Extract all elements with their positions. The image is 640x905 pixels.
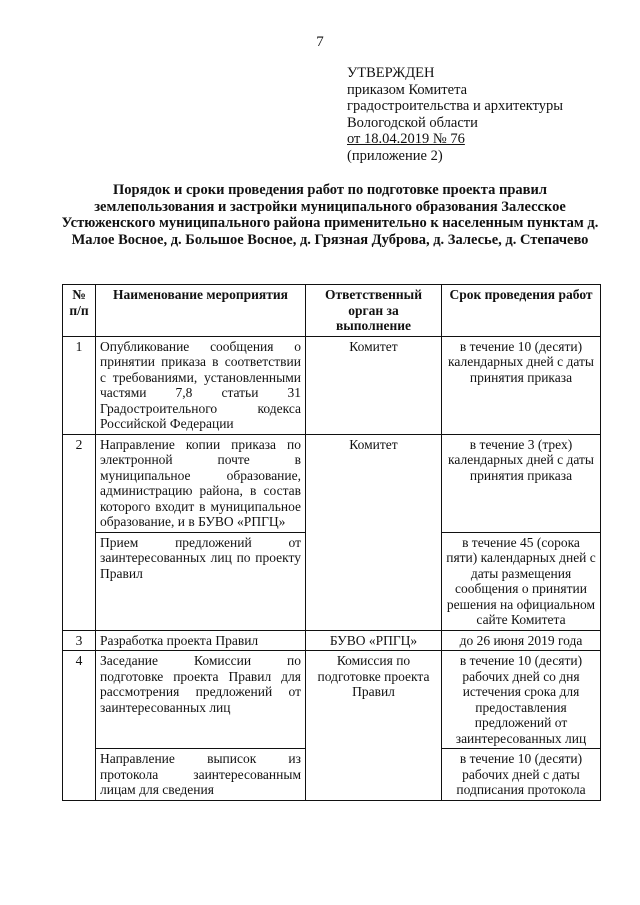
- row-term: в течение 10 (десяти) рабочих дней с даты подписания протокола: [442, 749, 601, 801]
- row-num: 3: [63, 630, 96, 651]
- header-num: № п/п: [63, 285, 96, 337]
- row-name: Прием предложений от заинтересованных лиц по проекту Правил: [96, 532, 306, 630]
- approval-date: от 18.04.2019 № 76: [347, 131, 465, 147]
- table-row: [63, 532, 601, 630]
- approval-line: Вологодской области: [347, 114, 478, 131]
- page-number: 7: [316, 34, 324, 50]
- table-header-row: [63, 285, 601, 337]
- row-name: Опубликование сообщения о принятии приказа в соответствии с требованиями, установленными частями 7,8 статьи 31 Градостроительного кодекса Российской Федерации: [96, 336, 306, 434]
- row-term: до 26 июня 2019 года: [442, 630, 601, 651]
- table-row: [63, 630, 601, 651]
- row-name: Разработка проекта Правил: [96, 630, 306, 651]
- row-responsible: Комитет: [306, 434, 442, 532]
- table-row: [63, 651, 601, 749]
- row-num: [63, 532, 96, 630]
- row-term: в течение 10 (десяти) рабочих дней со дня истечения срока для предоставления предложений от заинтересованных лиц: [442, 651, 601, 749]
- approval-block: [347, 65, 563, 164]
- document-heading: Порядок и сроки проведения работ по подготовке проекта правил землепользования и застройки муниципального образования Залесское Устюженского муниципального района применительно к населенным пунктам д. Малое Восное, д. Большое Восное, д. Грязная Дуброва, д. Залесье, д. Степачево: [61, 182, 599, 248]
- header-term: Срок проведения работ: [442, 285, 601, 337]
- row-responsible: Комиссия по подготовке проекта Правил: [306, 651, 442, 749]
- row-responsible: [306, 749, 442, 801]
- header-name: Наименование мероприятия: [96, 285, 306, 337]
- table-row: [63, 434, 601, 532]
- row-name: Направление копии приказа по электронной почте в муниципальное образование, администрацию района, в состав которого входит в муниципальное образование, и в БУВО «РПГЦ»: [96, 434, 306, 532]
- table-row: [63, 749, 601, 801]
- row-responsible: Комитет: [306, 336, 442, 434]
- row-name: Направление выписок из протокола заинтересованным лицам для сведения: [96, 749, 306, 801]
- approval-appendix: (приложение 2): [347, 147, 443, 164]
- row-term: в течение 3 (трех) календарных дней с даты принятия приказа: [442, 434, 601, 532]
- approval-line: приказом Комитета: [347, 81, 468, 98]
- row-num: 1: [63, 336, 96, 434]
- header-responsible: Ответственный орган за выполнение: [306, 285, 442, 337]
- row-num: 4: [63, 651, 96, 749]
- row-num: 2: [63, 434, 96, 532]
- row-term: в течение 45 (сорока пяти) календарных дней с даты размещения сообщения о принятии решения на официальном сайте Комитета: [442, 532, 601, 630]
- row-term: в течение 10 (десяти) календарных дней с даты принятия приказа: [442, 336, 601, 434]
- approval-title: УТВЕРЖДЕН: [347, 65, 435, 81]
- table-row: [63, 336, 601, 434]
- schedule-table: [62, 284, 601, 801]
- row-name: Заседание Комиссии по подготовке проекта Правил для рассмотрения предложений от заинтересованных лиц: [96, 651, 306, 749]
- row-responsible: БУВО «РПГЦ»: [306, 630, 442, 651]
- row-responsible: [306, 532, 442, 630]
- row-num: [63, 749, 96, 801]
- approval-line: градостроительства и архитектуры: [347, 98, 564, 114]
